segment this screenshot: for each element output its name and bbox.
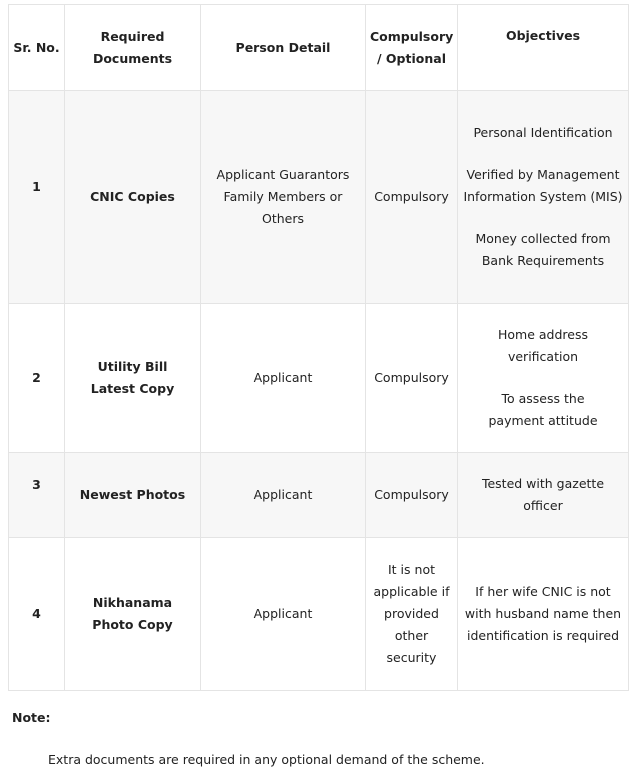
note-text: Extra documents are required in any optional demand of the scheme. [48,752,485,767]
objective-item: If her wife CNIC is not with husband name then identification is required [464,584,622,643]
header-required-documents [65,5,201,91]
header-compulsory-optional [366,5,458,91]
row-document: Nikhanama Photo Copy [65,538,201,691]
objective-item: To assess the payment attitude [488,391,598,428]
table-header-row [9,5,629,91]
objective-item: Verified by Management Information System (MIS) [463,167,623,204]
header-sr-no: Sr. No. [9,5,65,91]
required-documents-table [8,4,629,691]
table-row [9,453,629,538]
note-label: Note: [12,710,51,725]
row-compulsory: Compulsory [366,91,458,304]
table-row [9,304,629,453]
row-objectives [458,91,629,304]
header-required-documents-line2: Documents [92,50,173,66]
header-person-detail: Person Detail [201,5,366,91]
row-objectives [458,453,629,538]
row-sr-no: 1 [9,91,65,304]
objective-item: Tested with gazette officer [481,476,605,513]
row-document: Newest Photos [65,453,201,538]
row-objectives [458,538,629,691]
row-compulsory: Compulsory [366,304,458,453]
header-required-documents-line1: Required [100,28,165,44]
row-document: Utility Bill Latest Copy [65,304,201,453]
row-person-detail: Applicant [201,304,366,453]
row-objectives [458,304,629,453]
row-person-detail: Applicant Guarantors Family Members or Others [201,91,366,304]
row-sr-no: 4 [9,538,65,691]
header-objectives: Objectives [458,5,629,91]
header-compulsory-line1: Compulsory [370,28,454,44]
table-row [9,538,629,691]
row-person-detail: Applicant [201,538,366,691]
row-sr-no: 3 [9,453,65,538]
row-compulsory: Compulsory [366,453,458,538]
row-compulsory: It is not applicable if provided other security [366,538,458,691]
header-compulsory-line2: / Optional [377,50,446,66]
table-row [9,91,629,304]
objective-item: Money collected from Bank Requirements [475,231,611,268]
row-person-detail: Applicant [201,453,366,538]
objective-item: Personal Identification [473,125,613,140]
row-document: CNIC Copies [65,91,201,304]
row-sr-no: 2 [9,304,65,453]
objective-item: Home address verification [498,327,588,364]
